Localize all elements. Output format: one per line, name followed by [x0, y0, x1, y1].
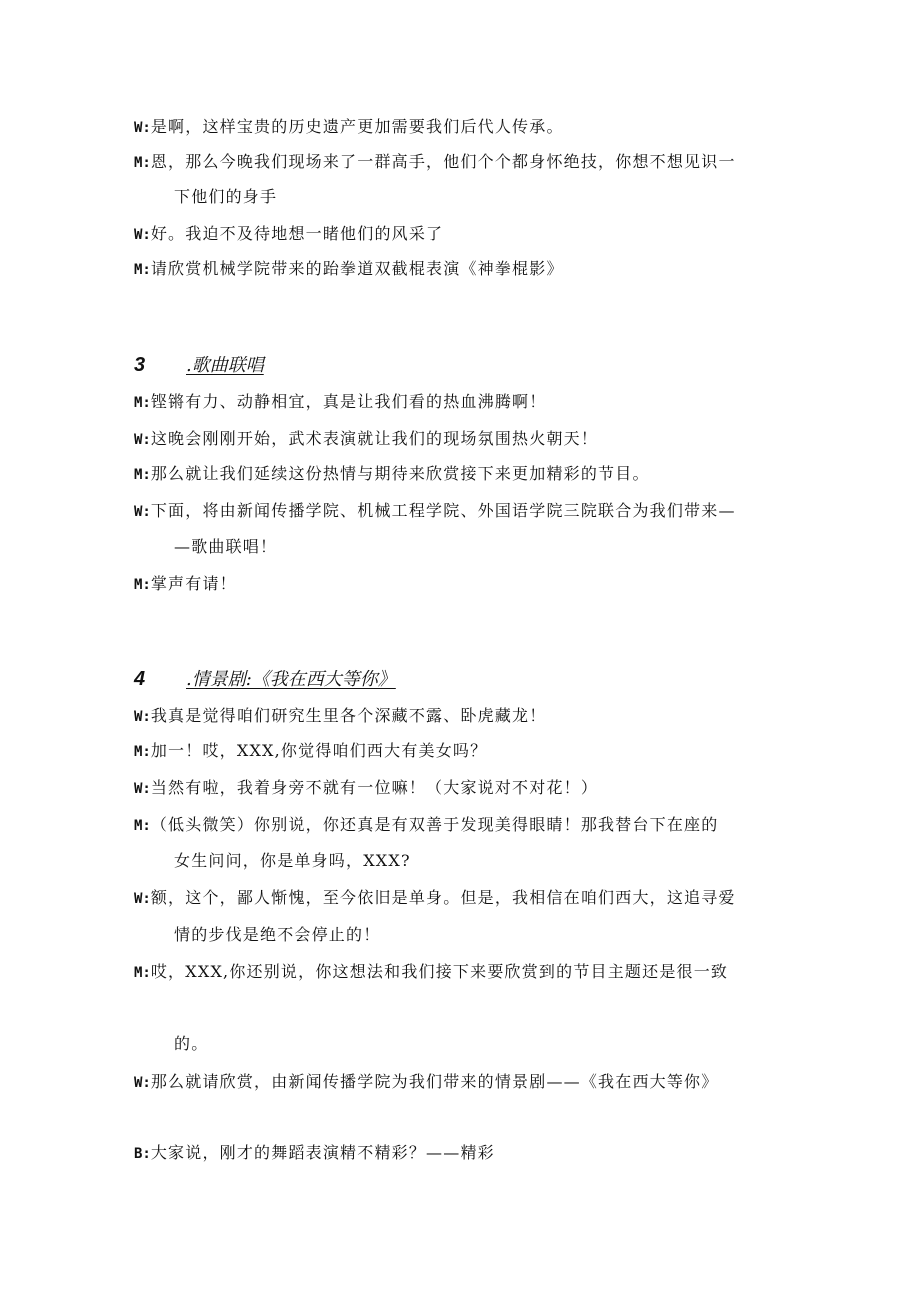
- speaker-label: W:: [134, 709, 151, 725]
- section-heading: [134, 354, 264, 377]
- dialogue-text: 好。我迫不及待地想一睹他们的风采了: [150, 224, 444, 243]
- dialogue-line: [134, 706, 546, 727]
- speaker-label: B:: [134, 1146, 151, 1162]
- dialogue-text: 的。: [174, 1034, 209, 1053]
- speaker-label: M:: [134, 262, 151, 278]
- speaker-label: W:: [134, 432, 151, 448]
- speaker-label: M:: [134, 577, 151, 593]
- dialogue-line: [134, 429, 598, 450]
- speaker-label: W:: [134, 891, 151, 907]
- dialogue-text: 恩，那么今晚我们现场来了一群高手，他们个个都身怀绝技，你想不想见识一: [150, 152, 736, 171]
- dialogue-line: [134, 1143, 495, 1164]
- dialogue-line: [134, 259, 564, 280]
- dialogue-text: 那么就请欣赏，由新闻传播学院为我们带来的情景剧——《我在西大等你》: [150, 1072, 719, 1091]
- dialogue-line: [134, 1072, 718, 1093]
- speaker-label: W:: [134, 504, 151, 520]
- dialogue-line: [134, 152, 736, 173]
- dialogue-text: 是啊，这样宝贵的历史遗产更加需要我们后代人传承。: [150, 117, 564, 136]
- dialogue-text: —歌曲联唱！: [174, 537, 278, 556]
- section-title: .情景剧:《我在西大等你》: [186, 669, 396, 690]
- dialogue-text: 大家说，刚才的舞蹈表演精不精彩？——精彩: [150, 1143, 495, 1162]
- dialogue-text: 额，这个，鄙人惭愧，至今依旧是单身。但是，我相信在咱们西大，这追寻爱: [150, 888, 736, 907]
- section-number: 4: [134, 668, 146, 690]
- section-number: 3: [134, 354, 146, 376]
- dialogue-text: （低头微笑）你别说，你还真是有双善于发现美得眼睛！那我替台下在座的: [150, 815, 719, 834]
- speaker-label: W:: [134, 1075, 151, 1091]
- speaker-label: M:: [134, 467, 151, 483]
- dialogue-text: 情的步伐是绝不会停止的！: [174, 925, 381, 944]
- dialogue-text: 哎，XXX,你还别说，你这想法和我们接下来要欣赏到的节目主题还是很一致: [150, 962, 729, 981]
- dialogue-line: [134, 888, 736, 909]
- dialogue-line: [134, 224, 443, 245]
- speaker-label: M:: [134, 155, 151, 171]
- dialogue-text: 这晚会刚刚开始，武术表演就让我们的现场氛围热火朝天！: [150, 429, 599, 448]
- dialogue-text: 当然有啦，我着身旁不就有一位嘛！（大家说对不对花！）: [150, 778, 599, 797]
- section-title: .歌曲联唱: [186, 355, 264, 376]
- dialogue-continuation: [174, 187, 277, 207]
- dialogue-text: 下面，将由新闻传播学院、机械工程学院、外国语学院三院联合为我们带来—: [150, 501, 736, 520]
- speaker-label: W:: [134, 781, 151, 797]
- speaker-label: W:: [134, 227, 151, 243]
- dialogue-line: [134, 392, 546, 413]
- dialogue-line: [134, 464, 650, 485]
- speaker-label: W:: [134, 120, 151, 136]
- speaker-label: M:: [134, 818, 151, 834]
- speaker-label: M:: [134, 965, 151, 981]
- dialogue-text: 请欣赏机械学院带来的跆拳道双截棍表演《神拳棍影》: [150, 259, 564, 278]
- speaker-label: M:: [134, 744, 151, 760]
- dialogue-line: [134, 962, 728, 983]
- dialogue-line: [134, 501, 736, 522]
- dialogue-text: 我真是觉得咱们研究生里各个深藏不露、卧虎藏龙！: [150, 706, 547, 725]
- dialogue-text: 铿锵有力、动静相宜，真是让我们看的热血沸腾啊！: [150, 392, 547, 411]
- dialogue-continuation: [174, 1034, 208, 1054]
- dialogue-line: [134, 117, 564, 138]
- dialogue-line: [134, 574, 237, 595]
- dialogue-text: 女生问问，你是单身吗，XXX?: [174, 851, 411, 870]
- dialogue-line: [134, 778, 598, 799]
- speaker-label: M:: [134, 395, 151, 411]
- dialogue-text: 下他们的身手: [174, 187, 278, 206]
- dialogue-line: [134, 815, 718, 836]
- dialogue-line: [134, 741, 487, 762]
- dialogue-continuation: [174, 851, 411, 871]
- dialogue-text: 那么就让我们延续这份热情与期待来欣赏接下来更加精彩的节目。: [150, 464, 650, 483]
- dialogue-text: 掌声有请！: [150, 574, 237, 593]
- dialogue-continuation: [174, 925, 380, 945]
- section-heading: [134, 668, 396, 691]
- dialogue-continuation: [174, 537, 277, 557]
- dialogue-text: 加一！哎，XXX,你觉得咱们西大有美女吗？: [150, 741, 488, 760]
